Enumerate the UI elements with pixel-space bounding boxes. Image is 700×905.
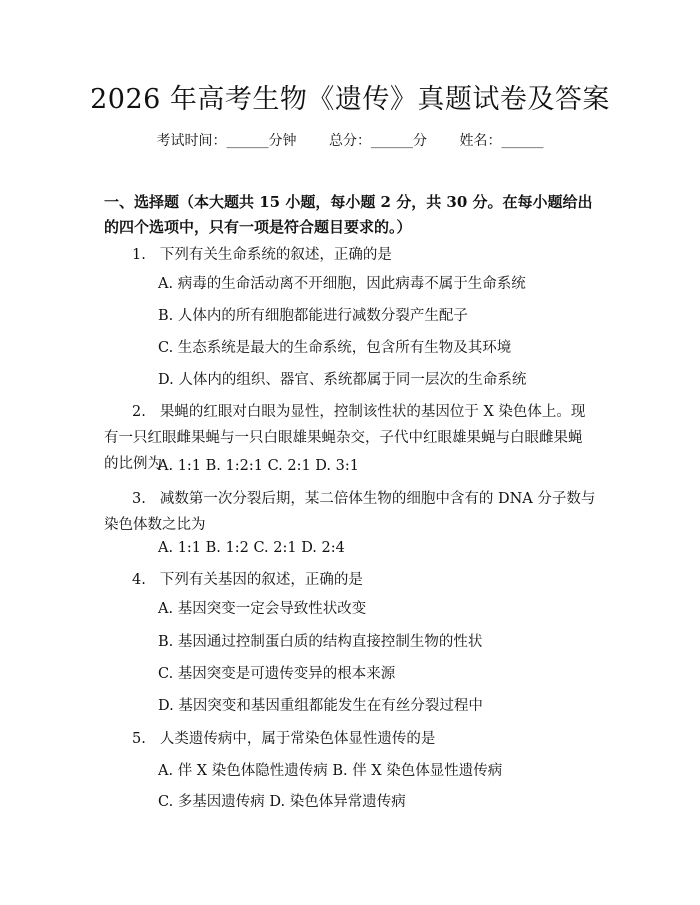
- question-4: [104, 567, 596, 593]
- question-5-options-cd: C. 多基因遗传病 D. 染色体异常遗传病: [158, 794, 406, 810]
- question-number: 4.: [132, 572, 146, 588]
- question-1-option-d: D. 人体内的组织、器官、系统都属于同一层次的生命系统: [158, 372, 527, 388]
- total-score-field: 总分：______分: [329, 133, 427, 149]
- question-stem: 下列有关基因的叙述，正确的是: [159, 572, 363, 588]
- section-heading: 一、选择题（本大题共 15 小题，每小题 2 分，共 30 分。在每小题给出的四个选项中，只有一项是符合题目要求的。）: [104, 193, 593, 236]
- question-4-option-d: D. 基因突变和基因重组都能发生在有丝分裂过程中: [158, 698, 483, 714]
- question-1-option-b: B. 人体内的所有细胞都能进行减数分裂产生配子: [158, 308, 468, 324]
- name-field: 姓名：______: [459, 133, 544, 149]
- question-3-options: A. 1:1 B. 1:2 C. 2:1 D. 2:4: [158, 540, 345, 556]
- question-3: [104, 486, 596, 538]
- page-title: 2026 年高考生物《遗传》真题试卷及答案: [90, 84, 610, 115]
- question-stem: 减数第一次分裂后期，某二倍体生物的细胞中含有的 DNA 分子数与染色体数之比为: [104, 491, 596, 533]
- question-5: [104, 726, 596, 752]
- question-4-option-a: A. 基因突变一定会导致性状改变: [158, 601, 367, 617]
- question-number: 1.: [132, 247, 146, 263]
- question-4-option-b: B. 基因通过控制蛋白质的结构直接控制生物的性状: [158, 634, 483, 650]
- question-number: 5.: [132, 731, 146, 747]
- exam-time-field: 考试时间：______分钟: [156, 133, 297, 149]
- question-4-option-c: C. 基因突变是可遗传变异的根本来源: [158, 666, 396, 682]
- question-2-options: A. 1:1 B. 1:2:1 C. 2:1 D. 3:1: [158, 458, 359, 474]
- question-stem: 下列有关生命系统的叙述，正确的是: [159, 247, 392, 263]
- question-stem: 人类遗传病中，属于常染色体显性遗传的是: [159, 731, 436, 747]
- question-number: 3.: [132, 491, 146, 507]
- question-5-options-ab: A. 伴 X 染色体隐性遗传病 B. 伴 X 染色体显性遗传病: [158, 763, 503, 779]
- exam-info: [0, 130, 700, 152]
- question-1-option-c: C. 生态系统是最大的生命系统，包含所有生物及其环境: [158, 340, 512, 356]
- question-number: 2.: [132, 404, 146, 420]
- question-1: [104, 242, 596, 268]
- question-stem: 果蝇的红眼对白眼为显性，控制该性状的基因位于 X 染色体上。现有一只红眼雌果蝇与一只白眼雄果蝇杂交，子代中红眼雄果蝇与白眼雌果蝇的比例为: [104, 404, 586, 472]
- question-1-option-a: A. 病毒的生命活动离不开细胞，因此病毒不属于生命系统: [158, 276, 526, 292]
